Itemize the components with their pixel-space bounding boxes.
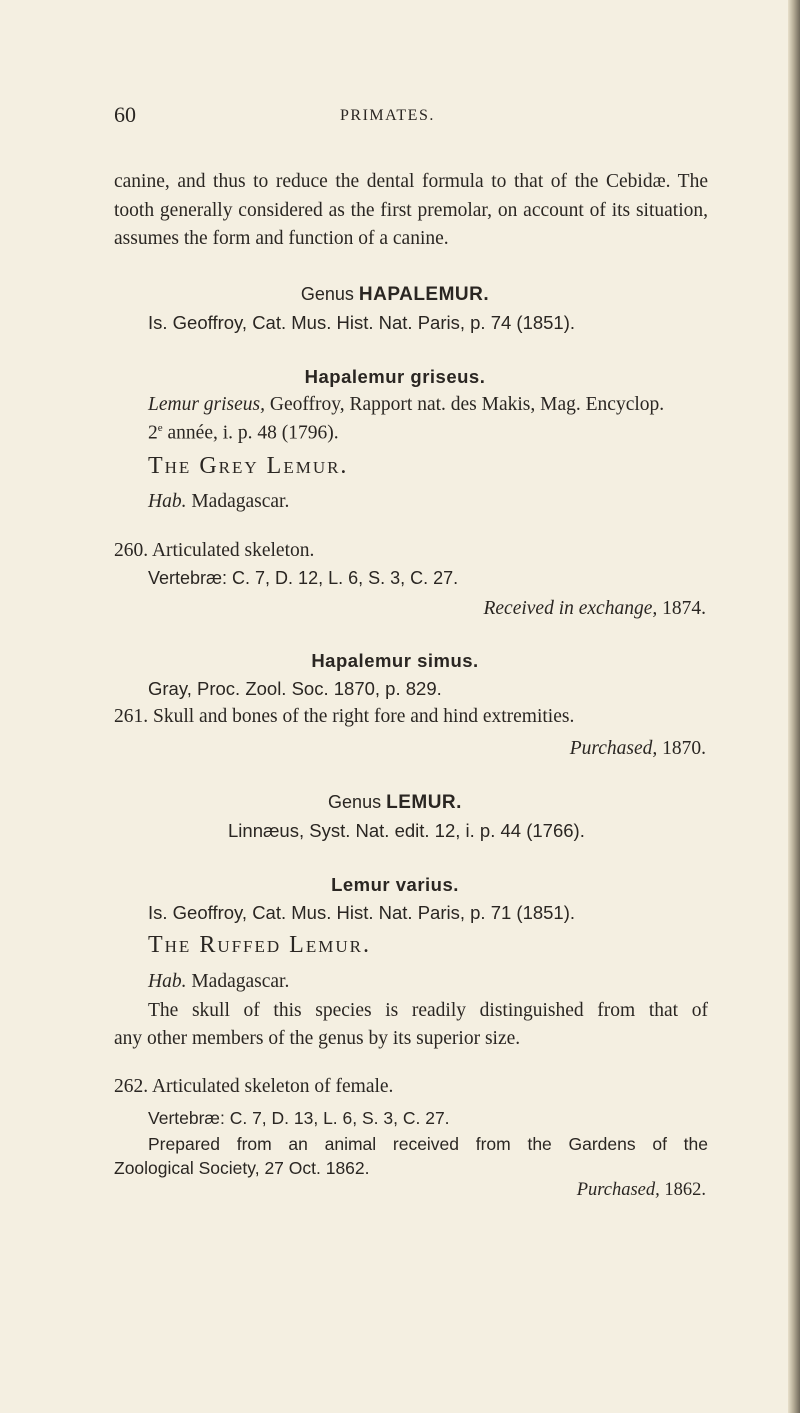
common-name-ruffed-lemur: The Ruffed Lemur. [148, 932, 371, 958]
synonym-line-2 [148, 422, 339, 445]
specimen-description: Articulated skeleton. [151, 540, 315, 561]
note-line-1: The skull of this species is readily distinguished from that of [148, 1000, 708, 1021]
edition-number: 2 [148, 422, 158, 444]
genus-prefix: Genus [300, 284, 354, 304]
synonym-ref: Geoffroy, Rapport nat. des Makis, Mag. Encyclop. [269, 394, 665, 415]
common-name-grey-lemur: The Grey Lemur. [148, 453, 349, 479]
species-heading-varius: Lemur varius. [331, 874, 459, 895]
species-heading-griseus: Hapalemur griseus. [304, 366, 486, 387]
synonym-ref-rest: année, i. p. 48 (1796). [167, 422, 339, 444]
specimen-261 [114, 706, 574, 728]
acquisition-method: Received in exchange, [483, 598, 658, 619]
species-heading-simus: Hapalemur simus. [311, 650, 479, 671]
acquisition-method: Purchased, [569, 738, 658, 759]
habitat-line [148, 971, 289, 993]
synonym-line-1 [148, 394, 664, 416]
specimen-260 [114, 540, 314, 562]
species-reference: Is. Geoffroy, Cat. Mus. Hist. Nat. Paris, p. 71 (1851). [148, 902, 576, 923]
synonym-name: Lemur griseus, [148, 394, 266, 415]
specimen-number: 261. [114, 706, 149, 727]
species-reference: Gray, Proc. Zool. Soc. 1870, p. 829. [148, 678, 442, 699]
acquisition-method: Purchased, [576, 1180, 660, 1200]
habitat-line [148, 491, 289, 513]
prepared-line-1: Prepared from an animal received from the Gardens of the [148, 1134, 708, 1154]
habitat-value: Madagascar. [191, 971, 290, 992]
specimen-number: 262. [114, 1076, 149, 1097]
acquisition-line [570, 738, 706, 760]
vertebrae-formula: Vertebræ: C. 7, D. 12, L. 6, S. 3, C. 27. [148, 568, 459, 588]
specimen-description: Articulated skeleton of female. [151, 1076, 394, 1097]
acquisition-line [577, 1180, 706, 1201]
acquisition-year: 1862. [664, 1180, 706, 1200]
intro-paragraph: canine, and thus to reduce the dental formula to that of the Cebidæ. The tooth generally considered as the first premolar, on account of its situation, assumes the form and function of a canine. [114, 171, 708, 249]
genus-name: LEMUR. [386, 792, 462, 813]
page-number: 60 [114, 102, 136, 127]
specimen-262 [114, 1076, 393, 1098]
genus-name: HAPALEMUR. [358, 284, 490, 305]
note-line-2: any other members of the genus by its superior size. [114, 1028, 521, 1049]
acquisition-year: 1874. [662, 598, 706, 619]
genus-heading-hapalemur [0, 284, 790, 306]
habitat-label: Hab. [148, 971, 187, 992]
acquisition-line [483, 598, 706, 620]
prepared-line-2: Zoological Society, 27 Oct. 1862. [114, 1158, 370, 1178]
vertebrae-formula: Vertebræ: C. 7, D. 13, L. 6, S. 3, C. 27. [148, 1108, 450, 1128]
genus-prefix: Genus [328, 792, 382, 812]
specimen-number: 260. [114, 540, 149, 561]
genus-reference: Linnæus, Syst. Nat. edit. 12, i. p. 44 (1766). [228, 820, 585, 841]
genus-heading-lemur [0, 792, 790, 814]
running-title: PRIMATES. [340, 107, 435, 124]
acquisition-year: 1870. [662, 738, 706, 759]
specimen-description: Skull and bones of the right fore and hind extremities. [153, 706, 575, 727]
edition-superscript: e [157, 422, 163, 434]
habitat-label: Hab. [148, 491, 187, 512]
habitat-value: Madagascar. [191, 491, 290, 512]
genus-reference: Is. Geoffroy, Cat. Mus. Hist. Nat. Paris, p. 74 (1851). [148, 312, 576, 333]
